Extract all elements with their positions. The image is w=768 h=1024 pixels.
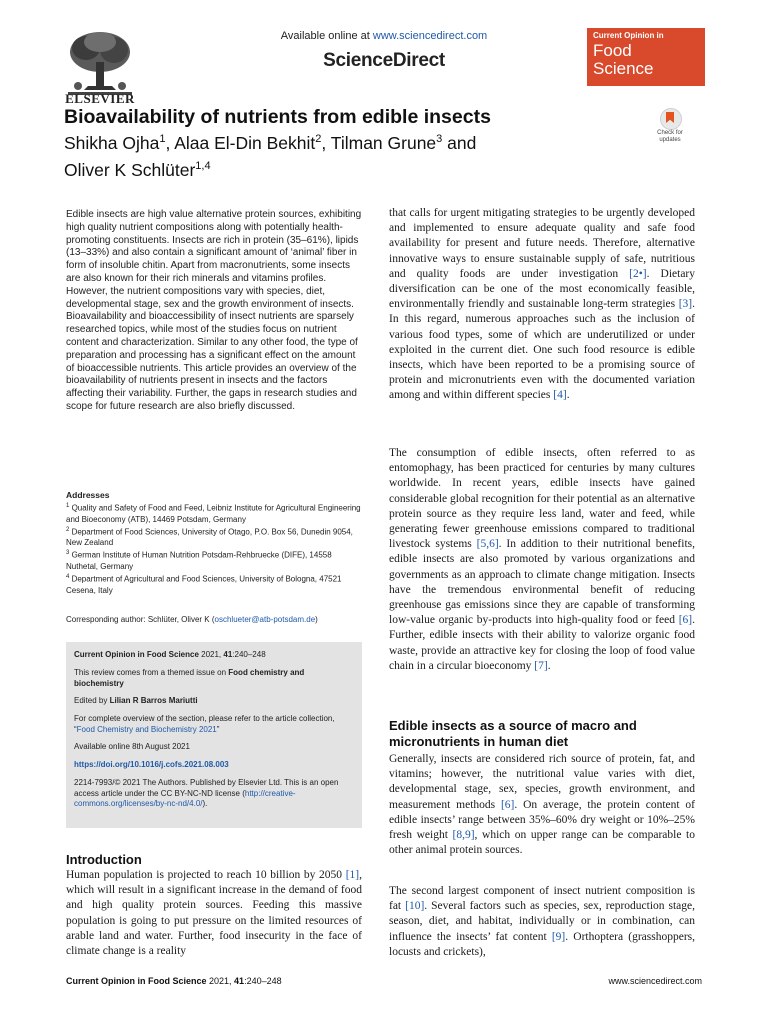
ref-link[interactable]: [5,6]	[476, 538, 499, 551]
right-p4-a: The second largest component of insect nutrient composition is fat	[389, 885, 695, 913]
author-list	[64, 128, 584, 182]
journal-logo-line1: Food	[593, 41, 632, 60]
info-journal: Current Opinion in Food Science	[74, 650, 199, 659]
address-item	[66, 525, 362, 549]
address-num: 3	[66, 550, 70, 557]
info-theme-name: Food chemistry and biochemistry	[74, 668, 305, 688]
ref-link[interactable]: [7]	[534, 659, 548, 672]
article-info-box	[66, 642, 362, 828]
intro-paragraph	[66, 868, 362, 959]
section-heading-macro: Edible insects as a source of macro and micronutrients in human diet	[389, 718, 637, 749]
footer-volume: 41	[234, 976, 245, 986]
intro-text-b: , which will result in a significant increase in the demand of food and high quality protein sources. Feeding this massive population is going to put pressure on the limited resources of arable land and water. Further, food insecurity in the face of climate change is a reality	[66, 869, 362, 958]
affil-ref-2[interactable]: 2	[315, 133, 322, 145]
right-paragraph-2	[389, 446, 695, 674]
info-year: 2021,	[198, 650, 224, 659]
right-paragraph-3	[389, 752, 695, 858]
info-edited-prefix: Edited by	[74, 696, 110, 705]
ref-link[interactable]: [6]	[678, 614, 693, 627]
info-overview-prefix: For complete overview of the section, please refer to the article collection, “	[74, 714, 335, 734]
affil-ref-1[interactable]: 1	[159, 133, 166, 145]
corresponding-prefix: Corresponding author: Schlüter, Oliver K (	[66, 615, 215, 624]
ref-link[interactable]: [10]	[405, 900, 425, 913]
address-text: Department of Food Sciences, University of Otago, P.O. Box 56, Dunedin 9054, New Zealand	[66, 527, 353, 548]
addresses-heading: Addresses	[66, 490, 110, 500]
info-edited	[74, 696, 356, 707]
right-p3-b: . On average, the protein content of edible insects’ range between 35%–60% dry weight or 10%–25% fresh weight	[389, 798, 695, 842]
right-paragraph-4	[389, 884, 695, 960]
right-p4-b: . Several factors such as species, sex, reproduction stage, season, diet, and habitat, individually or in combination, can influence the insects’ fat content	[389, 900, 695, 943]
corresponding-author	[66, 615, 362, 624]
check-updates-line2: updates	[659, 137, 681, 143]
right-p1-d: .	[566, 389, 570, 402]
sciencedirect-link[interactable]: www.sciencedirect.com	[372, 30, 488, 42]
info-theme-prefix: This review comes from a themed issue on	[74, 668, 229, 677]
right-p2-c: . Further, edible insects with their ability to valorize organic food waste, provide an attractive key for closing the loop of food value chain in a circular bioeconomy	[389, 614, 695, 672]
ref-link[interactable]: [8,9]	[452, 829, 475, 842]
journal-logo-big	[593, 42, 653, 78]
info-overview	[74, 714, 356, 735]
right-p3-a: Generally, insects are considered rich source of protein, fat, and vitamins; however, the nutritional value varies with diet, developmental stage, sex, species, growth environment, and measurement methods	[389, 753, 695, 811]
author-3: , Tilman Grune	[321, 132, 437, 153]
doi-link[interactable]: https://doi.org/10.1016/j.cofs.2021.08.003	[74, 760, 229, 769]
address-text: Department of Agricultural and Food Sciences, University of Bologna, 47521 Cesena, Italy	[66, 574, 342, 595]
right-p2-b: . In addition to their nutritional benefits, edible insects are also promoted by various organizations and governments as an approach to climate change mitigation. Insects have the tremendous environmental benefit of reducing greenhouse gas emissions since they are capable of transforming low-value organic by-products into high-quality food or feed	[389, 538, 695, 627]
ref-link[interactable]: [1]	[345, 869, 360, 881]
ref-link[interactable]: [4]	[553, 389, 567, 402]
affil-ref-3[interactable]: 3	[436, 133, 443, 145]
journal-logo-line2: Science	[593, 59, 654, 78]
author-4: Oliver K Schlüter	[64, 159, 196, 180]
address-num: 2	[66, 526, 70, 533]
check-updates-line1: Check for	[657, 130, 683, 136]
right-p3-c: , which on upper range can be comparable to other animal protein sources.	[389, 829, 695, 857]
info-volume: 41	[223, 650, 233, 659]
address-item	[66, 548, 362, 572]
address-item	[66, 572, 362, 596]
footer-url[interactable]: www.sciencedirect.com	[608, 976, 702, 986]
address-text: Quality and Safety of Food and Feed, Leibniz Institute for Agricultural Engineering and Bioeconomy (ATB), 14469 Potsdam, Germany	[66, 503, 361, 524]
journal-logo-small: Current Opinion in	[593, 31, 664, 40]
check-updates-label	[650, 130, 690, 144]
ref-link[interactable]: [9]	[551, 930, 566, 943]
ref-link[interactable]: [2•]	[629, 267, 647, 280]
address-num: 4	[66, 573, 70, 580]
info-copyright-suffix: ).	[202, 799, 208, 808]
info-overview-suffix: ”	[216, 724, 220, 734]
footer-journal: Current Opinion in Food Science	[66, 976, 207, 986]
right-p1-b: . Dietary diversification can be one of the most economically feasible, environmentally friendly and sustainable long-term strategies	[389, 267, 696, 311]
author-1: Shikha Ojha	[64, 132, 160, 153]
footer-pages: :240–248	[244, 976, 282, 986]
license-link[interactable]: http://creative-commons.org/licenses/by-nc-nd/4.0/	[74, 788, 296, 808]
info-editor: Lilian R Barros Mariutti	[109, 696, 198, 705]
affil-ref-4[interactable]: 1,4	[195, 159, 211, 172]
intro-text-a: Human population is projected to reach 10 billion by 2050	[66, 869, 346, 881]
journal-logo	[587, 28, 705, 86]
abstract: Edible insects are high value alternative protein sources, exhibiting high quality nutrient compositions along with potentially health-promoting constituents. Insects are rich in protein (35–61%), lipids (13–33%) and also contain a significant amount of ‘animal’ fiber in form of insoluble chitin. Apart from macronutrients, some insects are also known for their rich minerals and vitamins profiles. However, the nutrient compositions vary with species, diet, developmental stage, sex and the growth environment of insects. Bioavailability and bioaccessibility of insect nutrients are sparsely researched topics, while most of the studies focus on nutrient content and characterization. Similar to any other food, the type of preparation and processing has a significant effect on the amount of bioaccessible nutrients. This article provides an overview of the bioavailability of nutrients present in insects and the factors affecting their variability. Further, the gaps in research studies and scope for future research are also briefly discussed.	[66, 209, 362, 412]
publisher-name: ELSEVIER	[65, 91, 135, 106]
ref-link[interactable]: [6]	[500, 798, 515, 811]
article-title: Bioavailability of nutrients from edible insects	[64, 106, 491, 128]
ref-link[interactable]: [3]	[678, 298, 693, 311]
right-p4-c: . Orthoptera (grasshoppers, locusts and crickets),	[389, 930, 696, 958]
info-copyright	[74, 778, 356, 810]
info-available: Available online 8th August 2021	[74, 742, 190, 751]
footer-year: 2021,	[206, 976, 235, 986]
address-num: 1	[66, 503, 70, 509]
address-text: German Institute of Human Nutrition Potsdam-Rehbruecke (DIFE), 14558 Nuthetal, Germany	[66, 550, 332, 571]
right-p1-a: that calls for urgent mitigating strategies to be urgently developed and implemented to ensure adequate quality and safe food availability for present and future needs. Therefore, alternative innovative ways to ensure sustainable supply of safe, nutritious and quality foods are under investigation	[389, 207, 695, 280]
author-2: , Alaa El-Din Bekhit	[165, 132, 316, 153]
sciencedirect-wordmark: ScienceDirect	[323, 50, 445, 71]
addresses	[66, 490, 362, 596]
info-citation	[74, 650, 356, 661]
collection-link[interactable]: Food Chemistry and Biochemistry 2021	[76, 724, 217, 734]
address-item	[66, 501, 362, 525]
info-copyright-prefix: 2214-7993/© 2021 The Authors. Published by Elsevier Ltd. This is an open access article under the CC BY-NC-ND license (	[74, 778, 339, 798]
corresponding-suffix: )	[315, 615, 318, 624]
right-paragraph-1	[389, 206, 695, 404]
info-pages: :240–248	[232, 650, 266, 659]
info-theme	[74, 668, 356, 689]
corresponding-email-link[interactable]: oschlueter@atb-potsdam.de	[214, 615, 316, 624]
right-p2-d: .	[547, 659, 551, 672]
check-for-updates-badge[interactable]	[650, 108, 690, 148]
available-prefix: Available online at	[280, 30, 373, 42]
intro-heading: Introduction	[66, 852, 142, 867]
right-p1-c: . In this regard, numerous approaches such as the inclusion of various food types, some of which are underutilized or under exploited in the current diet. One such food resource is edible insects, which have been reported to be a promising source of protein and micronutrients even with the documented variation among and within different species	[389, 298, 695, 402]
author-and: and	[442, 132, 477, 153]
right-p2-a: The consumption of edible insects, often referred to as entomophagy, has been practiced for centuries by many cultures worldwide. In recent years, edible insects have gained considerable global recognition for their potential as an alternative protein source as they require less land, water and feed, while generating fewer greenhouse emissions compared to traditional livestock systems	[389, 447, 695, 551]
